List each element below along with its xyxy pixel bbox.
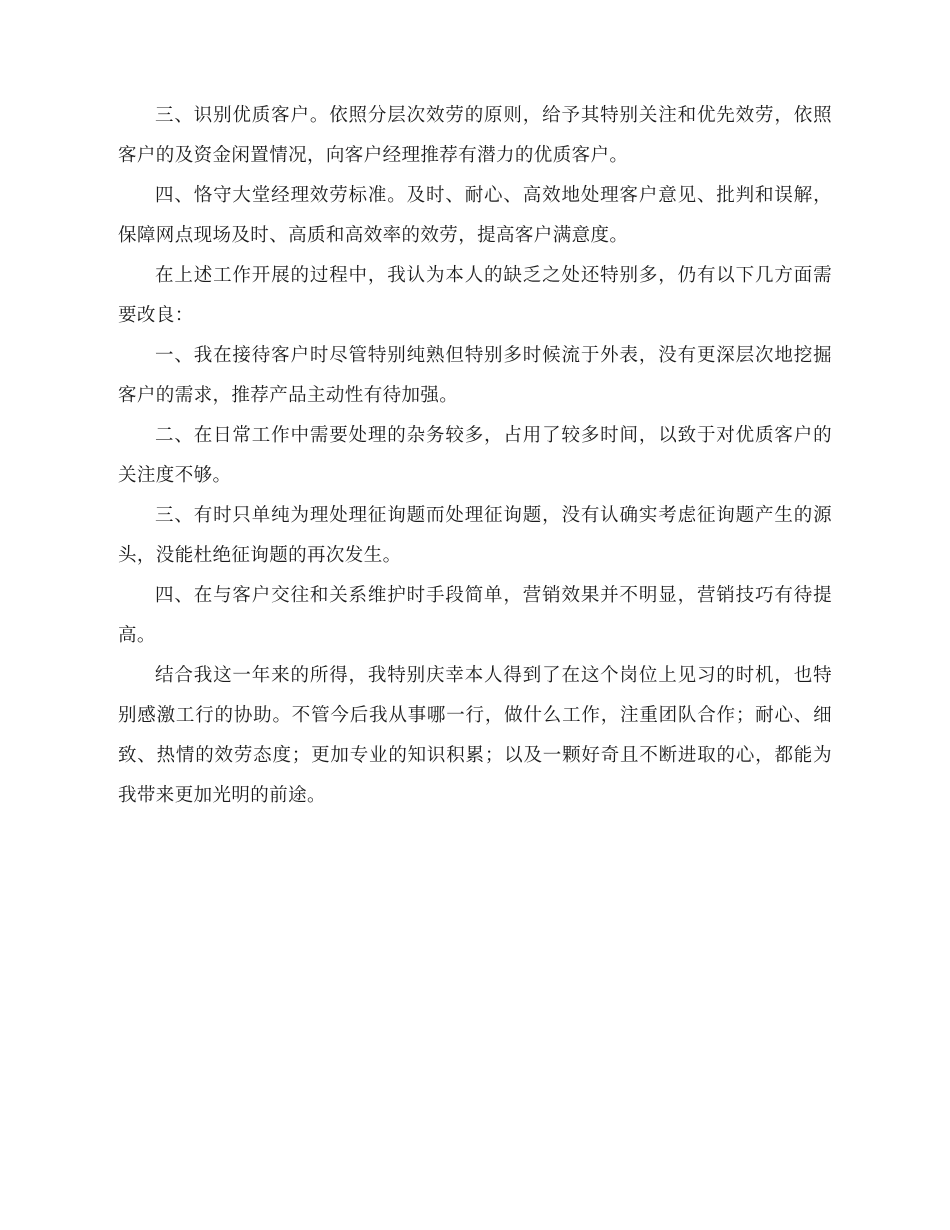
paragraph: 四、在与客户交往和关系维护时手段简单，营销效果并不明显，营销技巧有待提高。	[118, 586, 832, 646]
paragraph: 三、识别优质客户。依照分层次效劳的原则，给予其特别关注和优先效劳，依照客户的及资金闲置情况，向客户经理推荐有潜力的优质客户。	[118, 106, 832, 166]
paragraph: 二、在日常工作中需要处理的杂务较多，占用了较多时间，以致于对优质客户的关注度不够。	[118, 426, 832, 486]
paragraph: 结合我这一年来的所得，我特别庆幸本人得到了在这个岗位上见习的时机，也特别感激工行的协助。不管今后我从事哪一行，做什么工作，注重团队合作；耐心、细致、热情的效劳态度；更加专业的知识积累；以及一颗好奇且不断进取的心，都能为我带来更加光明的前途。	[118, 666, 832, 806]
paragraph: 一、我在接待客户时尽管特别纯熟但特别多时候流于外表，没有更深层次地挖掘客户的需求，推荐产品主动性有待加强。	[118, 346, 832, 406]
paragraph: 三、有时只单纯为理处理征询题而处理征询题，没有认确实考虑征询题产生的源头，没能杜绝征询题的再次发生。	[118, 506, 832, 566]
paragraph: 在上述工作开展的过程中，我认为本人的缺乏之处还特别多，仍有以下几方面需要改良：	[118, 266, 832, 326]
paragraph: 四、恪守大堂经理效劳标准。及时、耐心、高效地处理客户意见、批判和误解，保障网点现场及时、高质和高效率的效劳，提高客户满意度。	[118, 186, 832, 246]
document-text-body	[118, 96, 832, 816]
